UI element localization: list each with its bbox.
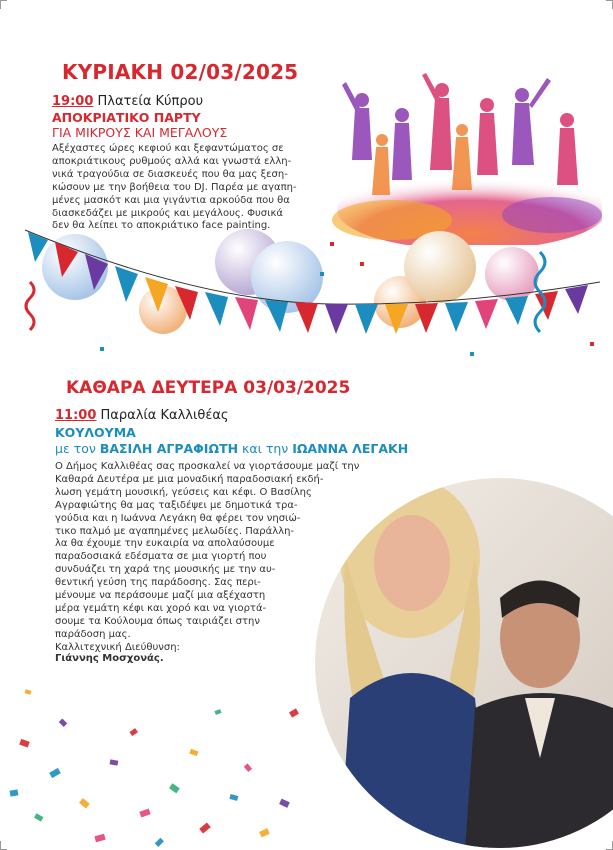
event2-with-middle: και την: [238, 441, 293, 456]
event1-line: νικά τραγούδια σε διασκευές που θα μας ξεση-: [52, 168, 288, 180]
event1-line: κώσουν με την βοήθεια του DJ. Παρέα με αγαπη-: [52, 181, 297, 193]
event1-line: μένες μασκότ και μια γιγάντια αρκούδα που θα: [52, 194, 290, 206]
event2-line: μένουμε να περάσουμε μαζί μια αξέχαστη: [55, 590, 266, 602]
event1-place: Πλατεία Κύπρου: [93, 94, 204, 109]
event2-line: θεντική γεύση της παράδοσης. Σας περι-: [55, 577, 261, 589]
crop-mark: [0, 0, 7, 9]
event2-line: Αγραφιώτης θα μας ταξιδέψει με δημοτικά τρα-: [55, 499, 298, 511]
crop-mark: [606, 841, 613, 850]
event2-place: Παραλία Καλλιθέας: [96, 408, 229, 423]
event2-line: Ο Δήμος Καλλιθέας σας προσκαλεί να γιορτάσουμε μαζί την: [55, 461, 360, 472]
event1-subtitle: ΓΙΑ ΜΙΚΡΟΥΣ ΚΑΙ ΜΕΓΑΛΟΥΣ: [52, 125, 228, 140]
event1-line: διασκεδάζει με μικρούς και μεγάλους. Φυσικά: [52, 207, 283, 219]
event2-line: μέρα γεμάτη κέφι και χορό και να γιορτά-: [55, 602, 267, 614]
event2-time: 11:00: [55, 408, 97, 423]
event2-performers: [55, 441, 408, 456]
event2-line: παράδοση μας.: [55, 628, 131, 640]
event2-credit-label: Καλλιτεχνική Διεύθυνση:: [55, 641, 180, 653]
event1-day-title: ΚΥΡΙΑΚΗ 02/03/2025: [62, 60, 299, 84]
crop-mark: [606, 0, 613, 9]
event2-line: Καθαρά Δευτέρα με μια μοναδική παραδοσιακή εκδή-: [55, 473, 324, 485]
event2-artist1: ΒΑΣΙΛΗ ΑΓΡΑΦΙΩΤΗ: [99, 441, 239, 456]
dancing-crowd-illustration: [322, 70, 602, 245]
event2-day-title: ΚΑΘΑΡΑ ΔΕΥΤΕΡΑ 03/03/2025: [66, 378, 351, 398]
event2-line: λα θα έχουμε την ευκαιρία να απολαύσουμε: [55, 538, 275, 550]
crop-mark: [0, 841, 7, 850]
event2-line: τικο παλμό με αγαπημένες μελωδίες. Παράλλη-: [55, 525, 295, 537]
event1-time: 19:00: [52, 94, 94, 109]
event2-line: συνδυάζει τη χαρά της μουσικής με την αυ-: [55, 564, 276, 576]
event2-line: γούδια και η Ιωάννα Λεγάκη θα φέρει τον νησιώ-: [55, 512, 301, 524]
event1-line: Αξέχαστες ώρες κεφιού και ξεφαντώματος σε: [52, 143, 284, 154]
balloons-and-bunting-illustration: [0, 222, 613, 372]
event2-line: λωση γεμάτη μουσική, γεύσεις και κέφι. Ο Βασίλης: [55, 486, 312, 498]
event1-time-place: [52, 94, 203, 109]
event2-name: ΚΟΥΛΟΥΜΑ: [55, 425, 136, 440]
event2-line: σουμε τα Κούλουμα όπως ταιριάζει στην: [55, 615, 260, 627]
event1-name: ΑΠΟΚΡΙΑΤΙΚΟ ΠΑΡΤΥ: [52, 110, 201, 125]
event1-line: δεν θα λείπει το αποκριάτικο face painting.: [52, 220, 271, 232]
event1-description: [52, 143, 314, 233]
event2-artist2: ΙΩΑΝΝΑ ΛΕΓΑΚΗ: [292, 441, 409, 456]
event1-line: αποκριάτικους ρυθμούς αλλά και γνωστά ελλη-: [52, 155, 292, 167]
event2-credit-name: Γιάννης Μοσχονάς.: [55, 652, 164, 664]
event2-line: παραδοσιακά εδέσματα σε μια γιορτή που: [55, 551, 267, 563]
event2-with-prefix: με τον: [55, 441, 100, 456]
event2-description: [55, 461, 407, 664]
event2-time-place: [55, 408, 229, 423]
